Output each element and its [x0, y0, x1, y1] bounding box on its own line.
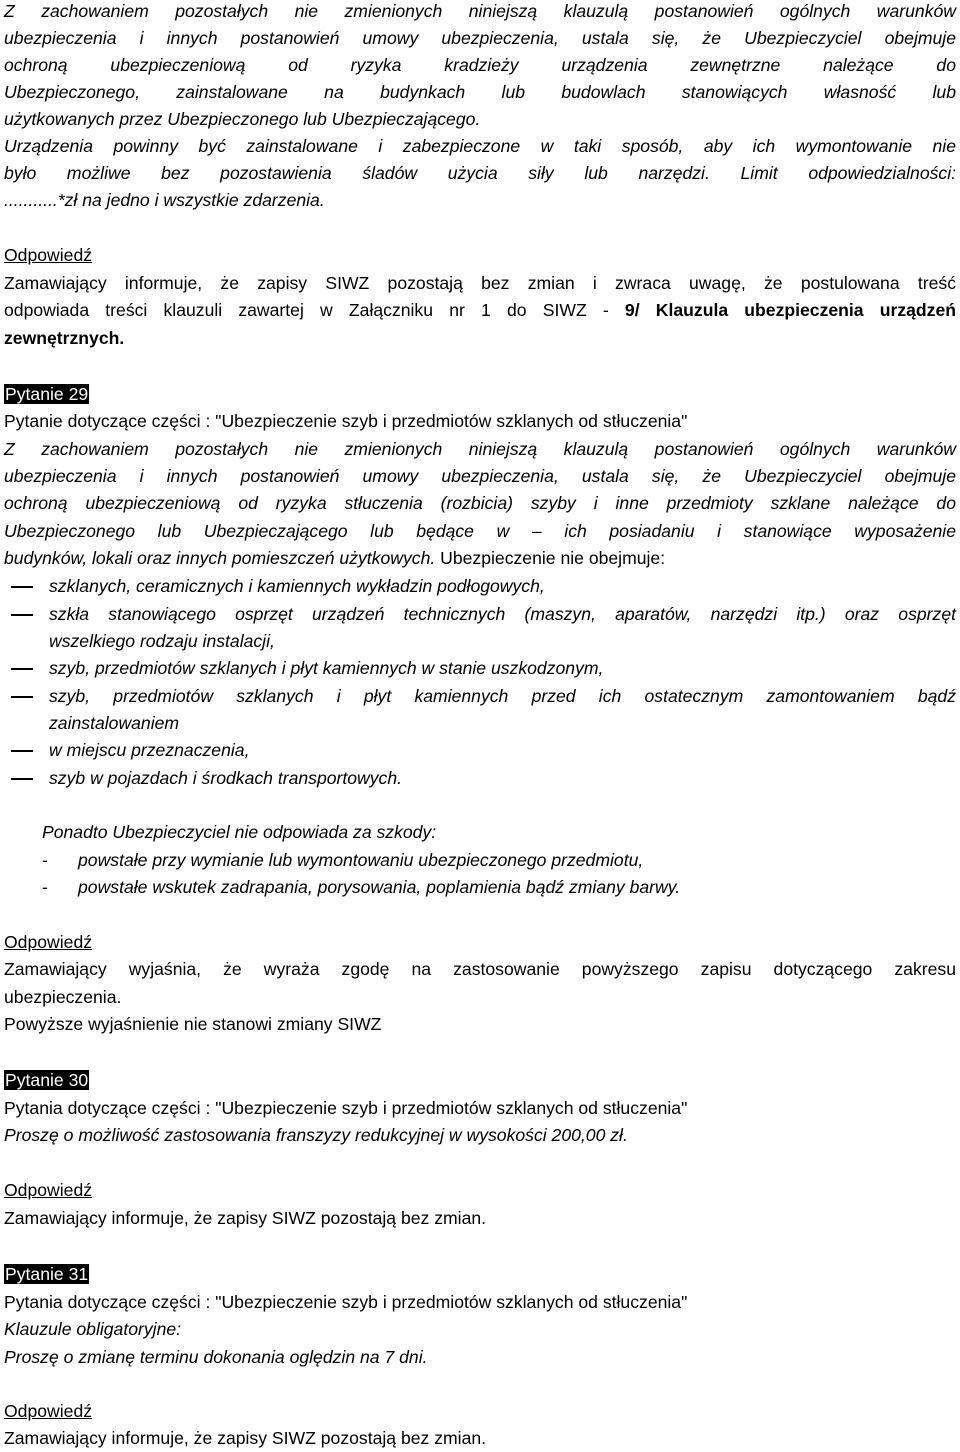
- bullet-dash-icon: [4, 573, 34, 600]
- question-text-line: Proszę o możliwość zastosowania franszyzy redukcyjnej w wysokości 200,00 zł.: [4, 1125, 628, 1145]
- clause-text-line: Ubezpieczonego, zainstalowane na budynkach lub budowlach stanowiących własność lub: [4, 82, 956, 102]
- question-label: Pytanie 30: [5, 1070, 89, 1090]
- clause-text-line: Urządzenia powinny być zainstalowane i zabezpieczone w taki sposób, aby ich wymontowanie nie: [4, 136, 956, 156]
- answer-text-line: [4, 297, 956, 324]
- exclusion-list-item: szyb w pojazdach i środkach transportowych.: [49, 768, 403, 788]
- exclusion-list-item: w miejscu przeznaczenia,: [49, 740, 250, 760]
- question-subject: Pytania dotyczące części : "Ubezpieczenie szyb i przedmiotów szklanych od stłuczenia": [4, 1098, 688, 1118]
- answer-heading: Odpowiedź: [4, 1180, 93, 1200]
- bullet-dash-icon: [4, 765, 34, 792]
- clause-text-line: było możliwe bez pozostawienia śladów użycia siły lub narzędzi. Limit odpowiedzialności:: [4, 163, 956, 183]
- question-text-line: [4, 545, 665, 572]
- dash-marker: -: [42, 877, 48, 897]
- answer-text-line: Zamawiający informuje, że zapisy SIWZ pozostają bez zmian.: [4, 1208, 487, 1228]
- additional-exclusion-item: powstałe wskutek zadrapania, porysowania, poplamienia bądź zmiany barwy.: [78, 877, 681, 897]
- clause-text-line: ubezpieczenia i innych postanowień umowy ubezpieczenia, ustala się, że Ubezpieczyciel obejmuje: [4, 28, 956, 48]
- answer-text-bold: 9/ Klauzula ubezpieczenia urządzeń: [624, 300, 957, 320]
- question-text-italic: budynków, lokali oraz innych pomieszczeń użytkowych.: [4, 548, 436, 568]
- exclusion-list-item: szyb, przedmiotów szklanych i płyt kamiennych w stanie uszkodzonym,: [49, 658, 604, 678]
- question-text-line: ochroną ubezpieczeniową od ryzyka stłuczenia (rozbicia) szyby i inne przedmioty szklane należące do: [4, 493, 956, 513]
- answer-text-line: Zamawiający informuje, że zapisy SIWZ pozostają bez zmian.: [4, 1428, 487, 1448]
- exclusion-list-item: szklanych, ceramicznych i kamiennych wykładzin podłogowych,: [49, 576, 545, 596]
- clause-text-line: ...........*zł na jedno i wszystkie zdarzenia.: [4, 190, 325, 210]
- bullet-dash-icon: [4, 655, 34, 682]
- answer-text-line: Powyższe wyjaśnienie nie stanowi zmiany SIWZ: [4, 1014, 382, 1034]
- exclusion-list-item: szyb, przedmiotów szklanych i płyt kamiennych przed ich ostatecznym zamontowaniem bądź: [49, 686, 956, 706]
- answer-heading: Odpowiedź: [4, 1401, 93, 1421]
- dash-marker: -: [42, 850, 48, 870]
- exclusion-list-item-cont: zainstalowaniem: [49, 713, 180, 733]
- exclusion-list-item-cont: wszelkiego rodzaju instalacji,: [49, 631, 275, 651]
- question-text-line: Proszę o zmianę terminu dokonania oględzin na 7 dni.: [4, 1347, 428, 1367]
- bullet-dash-icon: [4, 601, 34, 628]
- answer-heading: Odpowiedź: [4, 932, 93, 952]
- question-text-line: ubezpieczenia i innych postanowień umowy ubezpieczenia, ustala się, że Ubezpieczyciel obejmuje: [4, 466, 956, 486]
- answer-text-line: ubezpieczenia.: [4, 987, 122, 1007]
- answer-text-line: Zamawiający informuje, że zapisy SIWZ pozostają bez zmian i zwraca uwagę, że postulowana treść: [4, 273, 956, 293]
- answer-text-line: Zamawiający wyjaśnia, że wyraża zgodę na zastosowanie powyższego zapisu dotyczącego zakresu: [4, 959, 956, 979]
- question-text-line: Z zachowaniem pozostałych nie zmienionych niniejszą klauzulą postanowień ogólnych warunków: [4, 439, 956, 459]
- question-text-line: Klauzule obligatoryjne:: [4, 1319, 182, 1339]
- question-subject: Pytania dotyczące części : "Ubezpieczenie szyb i przedmiotów szklanych od stłuczenia": [4, 1292, 688, 1312]
- clause-text-line: Z zachowaniem pozostałych nie zmienionych niniejszą klauzulą postanowień ogólnych warunków: [4, 1, 956, 21]
- answer-text-bold-line: zewnętrznych.: [4, 328, 125, 348]
- answer-text-plain: odpowiada treści klauzuli zawartej w Załączniku nr 1 do SIWZ -: [4, 300, 625, 320]
- question-heading: [4, 381, 89, 408]
- question-subject: Pytanie dotyczące części : "Ubezpieczenie szyb i przedmiotów szklanych od stłuczenia": [4, 411, 688, 431]
- bullet-dash-icon: [4, 737, 34, 764]
- clause-text-line: ochroną ubezpieczeniową od ryzyka kradzieży urządzenia zewnętrzne należące do: [4, 55, 956, 75]
- question-heading: [4, 1261, 89, 1288]
- additional-exclusion-item: powstałe przy wymianie lub wymontowaniu ubezpieczonego przedmiotu,: [78, 850, 644, 870]
- question-label: Pytanie 31: [5, 1264, 89, 1284]
- question-text-line: Ubezpieczonego lub Ubezpieczającego lub będące w – ich posiadaniu i stanowiące wyposażenie: [4, 521, 956, 541]
- answer-heading: Odpowiedź: [4, 245, 93, 265]
- bullet-dash-icon: [4, 683, 34, 710]
- question-label: Pytanie 29: [5, 384, 89, 404]
- additional-exclusions-heading: Ponadto Ubezpieczyciel nie odpowiada za szkody:: [42, 822, 437, 842]
- question-text-plain: Ubezpieczenie nie obejmuje:: [435, 548, 666, 568]
- question-heading: [4, 1067, 89, 1094]
- exclusion-list-item: szkła stanowiącego osprzęt urządzeń technicznych (maszyn, aparatów, narzędzi itp.) oraz osprzęt: [49, 604, 956, 624]
- clause-text-line: użytkowanych przez Ubezpieczonego lub Ubezpieczającego.: [4, 109, 481, 129]
